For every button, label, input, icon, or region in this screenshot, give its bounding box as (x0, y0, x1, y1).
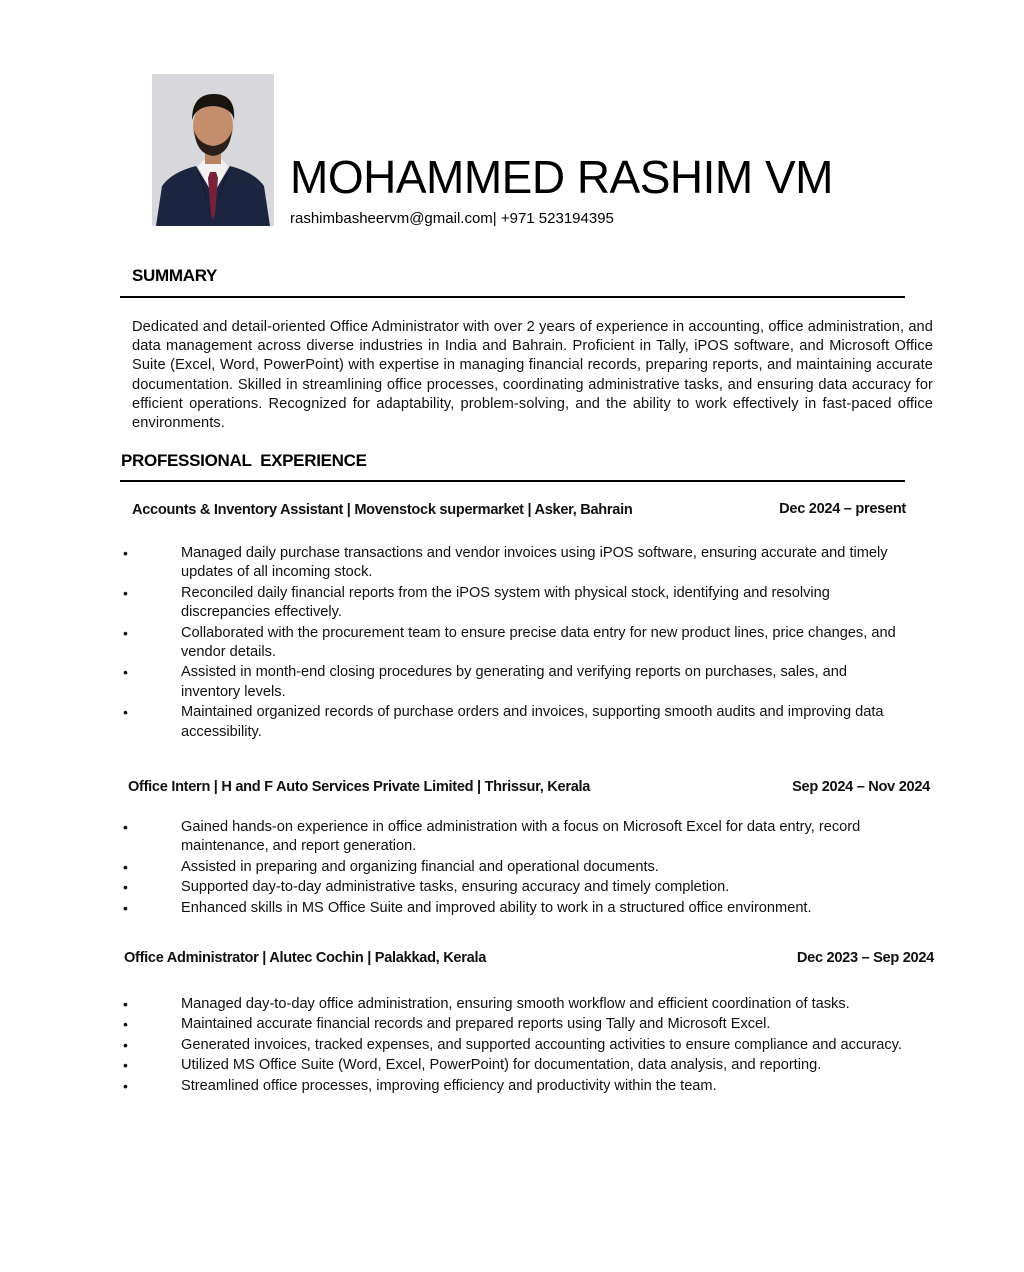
bullet-icon: • (123, 664, 128, 681)
list-item: • Utilized MS Office Suite (Word, Excel, PowerPoint) for documentation, data analysis, and reporting. (151, 1056, 933, 1075)
bullet-icon: • (123, 704, 128, 721)
candidate-name: MOHAMMED RASHIM VM (290, 151, 833, 203)
profile-photo (152, 74, 274, 226)
list-item: • Assisted in preparing and organizing financial and operational documents. (151, 858, 933, 877)
experience-divider (120, 480, 905, 482)
bullet-icon: • (123, 1077, 128, 1094)
bullet-icon: • (123, 879, 128, 896)
bullet-icon: • (123, 899, 128, 916)
job-heading: Accounts & Inventory Assistant | Movenstock supermarket | Asker, Bahrain (132, 502, 633, 518)
bullet-icon: • (123, 819, 128, 835)
list-item: • Maintained accurate financial records and prepared reports using Tally and Microsoft Excel. (151, 1015, 933, 1034)
bullet-icon: • (123, 996, 128, 1012)
bullet-icon: • (123, 584, 128, 601)
job-heading: Office Intern | H and F Auto Services Private Limited | Thrissur, Kerala (128, 779, 591, 795)
experience-heading: PROFESSIONAL EXPERIENCE (121, 451, 367, 470)
job-dates: Dec 2024 – present (779, 501, 906, 517)
list-item: • Streamlined office processes, improving efficiency and productivity within the team. (151, 1077, 933, 1096)
list-item: • Reconciled daily financial reports from the iPOS system with physical stock, identifying and resolving discrepancies effectively. (123, 584, 830, 621)
job-bullets (123, 995, 933, 1097)
summary-divider (120, 296, 905, 298)
job-bullets (123, 544, 903, 743)
summary-text: Dedicated and detail-oriented Office Administrator with over 2 years of experience in accounting, office administration, and data management across diverse industries in India and Bahrain. Proficient in Tally, iPOS software, and Microsoft Office Suite (Excel, Word, PowerPoint) with expertise in managing financial records, preparing reports, and maintaining accurate documentation. Skilled in streamlining office processes, coordinating administrative tasks, and ensuring data accuracy for efficient operations. Recognized for adaptability, problem-solving, and the ability to work effectively in fast-paced office environments. (132, 319, 933, 432)
summary-heading: SUMMARY (132, 266, 218, 285)
bullet-icon: • (123, 1057, 128, 1074)
bullet-icon: • (123, 624, 128, 641)
bullet-icon: • (123, 858, 128, 875)
bullet-icon: • (123, 545, 128, 561)
list-item: • Managed day-to-day office administration, ensuring smooth workflow and efficient coordination of tasks. (151, 995, 933, 1014)
list-item: • Gained hands-on experience in office administration with a focus on Microsoft Excel for data entry, record maintenance, and report generation. (123, 819, 861, 855)
job-dates: Sep 2024 – Nov 2024 (792, 779, 930, 795)
list-item: • Collaborated with the procurement team to ensure precise data entry for new product lines, price changes, and vendor details. (123, 624, 896, 661)
list-item: • Enhanced skills in MS Office Suite and improved ability to work in a structured office environment. (151, 899, 933, 918)
list-item: • Assisted in month-end closing procedures by generating and verifying reports on purchases, sales, and inventory levels. (123, 664, 848, 700)
list-item: • Managed daily purchase transactions and vendor invoices using iPOS software, ensuring accurate and timely updates of all incoming stock. (123, 545, 888, 581)
list-item: • Maintained organized records of purchase orders and invoices, supporting smooth audits and improving data accessibility. (123, 704, 884, 740)
list-item: • Generated invoices, tracked expenses, and supported accounting activities to ensure compliance and accuracy. (151, 1036, 933, 1055)
contact-info: rashimbasheervm@gmail.com| +971 523194395 (290, 210, 614, 227)
list-item: • Supported day-to-day administrative tasks, ensuring accuracy and timely completion. (151, 878, 933, 897)
bullet-icon: • (123, 1036, 128, 1053)
job-dates: Dec 2023 – Sep 2024 (796, 950, 934, 966)
job-bullets (123, 818, 933, 919)
bullet-icon: • (123, 1016, 128, 1033)
job-heading: Office Administrator | Alutec Cochin | Palakkad, Kerala (124, 950, 487, 966)
